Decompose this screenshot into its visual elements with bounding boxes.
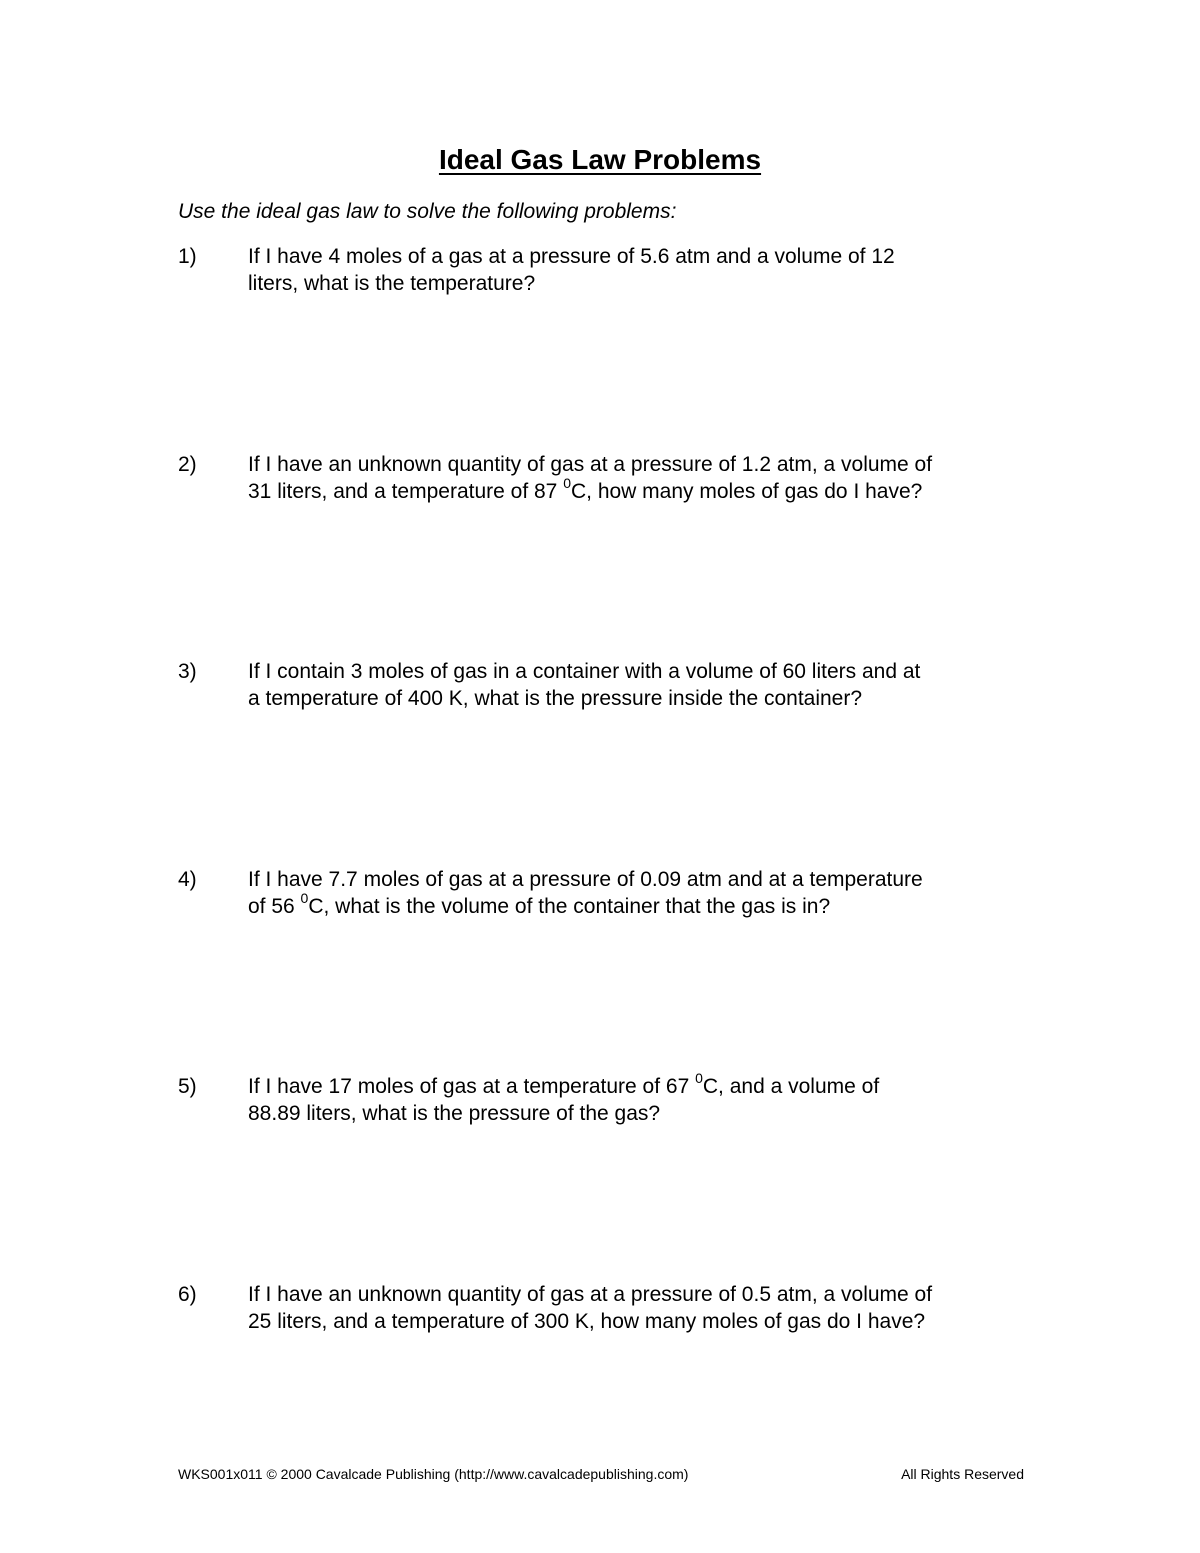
problem-line [248, 475, 1038, 505]
problem-line-segment: If I have 17 moles of gas at a temperature of 67 [248, 1075, 696, 1098]
problem-text [248, 1281, 1038, 1335]
problem-line: If I contain 3 moles of gas in a container with a volume of 60 liters and at [248, 660, 921, 683]
problem-line: a temperature of 400 K, what is the pressure inside the container? [248, 687, 863, 710]
problem-line [248, 1070, 1038, 1100]
problem-line: 88.89 liters, what is the pressure of the gas? [248, 1102, 661, 1125]
problem-number: 5) [178, 1075, 197, 1098]
problem-text [248, 658, 1038, 712]
degree-superscript: 0 [695, 1070, 703, 1086]
problem-line-segment: 31 liters, and a temperature of 87 [248, 480, 564, 503]
problem-line: liters, what is the temperature? [248, 272, 536, 295]
footer-copyright: WKS001x011 © 2000 Cavalcade Publishing (http://www.cavalcadepublishing.com) [178, 1466, 689, 1482]
problem-number: 2) [178, 453, 197, 476]
problem-number: 6) [178, 1283, 197, 1306]
footer-rights: All Rights Reserved [901, 1466, 1024, 1482]
problem-line: If I have 7.7 moles of gas at a pressure of 0.09 atm and at a temperature [248, 868, 923, 891]
problem-line [248, 890, 1038, 920]
problem-line: If I have an unknown quantity of gas at a pressure of 1.2 atm, a volume of [248, 453, 933, 476]
problem-line: If I have an unknown quantity of gas at a pressure of 0.5 atm, a volume of [248, 1283, 933, 1306]
problem-line-segment: C, how many moles of gas do I have? [570, 480, 923, 503]
degree-superscript: 0 [563, 475, 571, 491]
problem-text [248, 1070, 1038, 1127]
problem-number: 3) [178, 660, 197, 683]
problem-text [248, 451, 1038, 505]
page-title: Ideal Gas Law Problems [438, 144, 762, 175]
degree-superscript: 0 [300, 890, 309, 906]
problem-number: 1) [178, 245, 197, 268]
problem-line-segment: of 56 [248, 895, 301, 918]
problem-text [248, 866, 1038, 920]
problem-line: If I have 4 moles of a gas at a pressure of 5.6 atm and a volume of 12 [248, 245, 895, 268]
instructions: Use the ideal gas law to solve the following problems: [178, 200, 677, 223]
problem-text [248, 243, 1038, 297]
problem-line-segment: C, and a volume of [702, 1075, 880, 1098]
problem-number: 4) [178, 868, 197, 891]
problem-line: 25 liters, and a temperature of 300 K, how many moles of gas do I have? [248, 1310, 926, 1333]
problem-line-segment: C, what is the volume of the container that the gas is in? [308, 895, 831, 918]
